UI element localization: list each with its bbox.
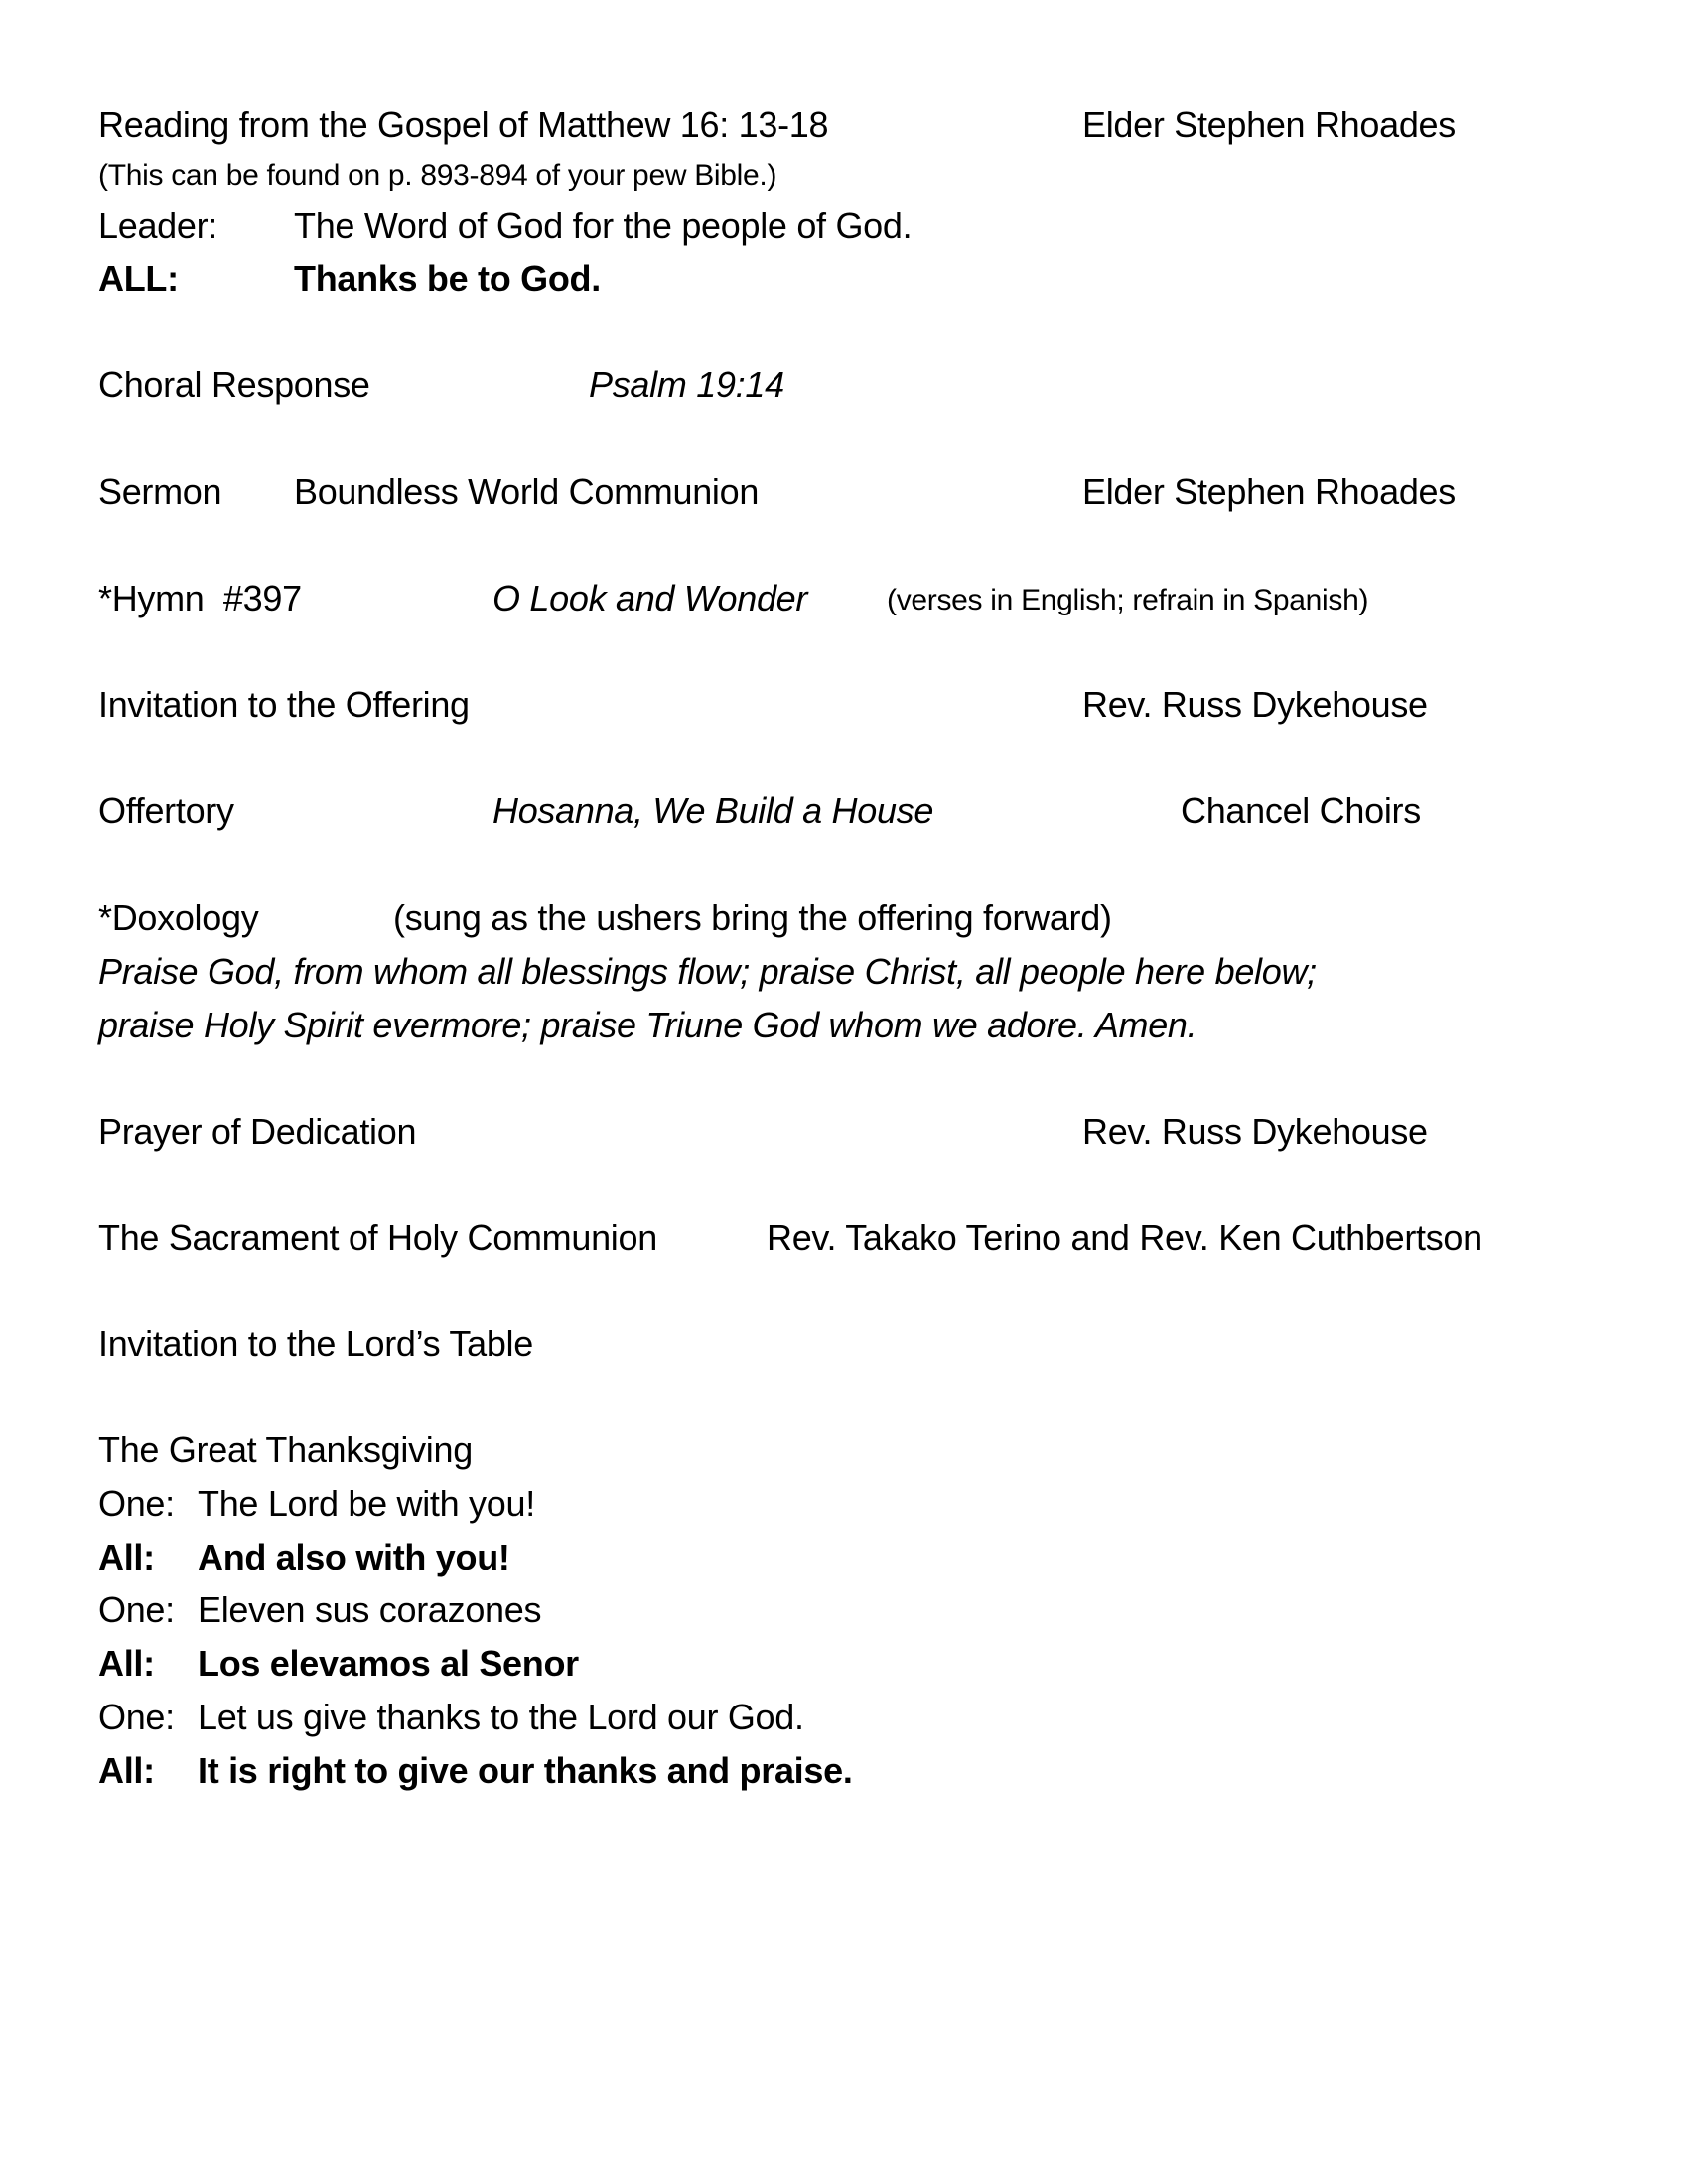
- doxology-label: *Doxology: [98, 897, 259, 938]
- sacrament-leader: Rev. Takako Terino and Rev. Ken Cuthbertson: [767, 1217, 1482, 1258]
- thanksgiving-line: Let us give thanks to the Lord our God.: [198, 1697, 804, 1737]
- invitation-offering-leader: Rev. Russ Dykehouse: [1082, 684, 1428, 725]
- choral-title: Psalm 19:14: [589, 364, 784, 405]
- doxology-note: (sung as the ushers bring the offering forward): [393, 897, 1112, 938]
- choral-label: Choral Response: [98, 364, 370, 405]
- thanksgiving-line: It is right to give our thanks and praise.: [198, 1750, 853, 1791]
- dedication-label: Prayer of Dedication: [98, 1111, 417, 1152]
- leader-label: Leader:: [98, 205, 217, 246]
- reading-note: (This can be found on p. 893-894 of your pew Bible.): [98, 159, 777, 192]
- sermon-leader: Elder Stephen Rhoades: [1082, 472, 1456, 512]
- thanksgiving-speaker: All:: [98, 1750, 155, 1791]
- thanksgiving-title: The Great Thanksgiving: [98, 1430, 473, 1470]
- hymn-note: (verses in English; refrain in Spanish): [887, 584, 1369, 616]
- thanksgiving-speaker: One:: [98, 1483, 175, 1524]
- thanksgiving-line: And also with you!: [198, 1537, 510, 1577]
- reading-title: Reading from the Gospel of Matthew 16: 13-18: [98, 104, 829, 145]
- invitation-offering-label: Invitation to the Offering: [98, 684, 470, 725]
- offertory-leader: Chancel Choirs: [1181, 790, 1421, 831]
- thanksgiving-line: The Lord be with you!: [198, 1483, 535, 1524]
- all-text: Thanks be to God.: [294, 258, 601, 299]
- reading-leader: Elder Stephen Rhoades: [1082, 104, 1456, 145]
- thanksgiving-line: Eleven sus corazones: [198, 1589, 542, 1630]
- hymn-label: *Hymn #397: [98, 578, 302, 618]
- hymn-title: O Look and Wonder: [492, 578, 808, 618]
- thanksgiving-speaker: One:: [98, 1589, 175, 1630]
- thanksgiving-speaker: One:: [98, 1697, 175, 1737]
- offertory-label: Offertory: [98, 790, 234, 831]
- leader-text: The Word of God for the people of God.: [294, 205, 913, 246]
- sermon-label: Sermon: [98, 472, 222, 512]
- sermon-title: Boundless World Communion: [294, 472, 760, 512]
- offertory-title: Hosanna, We Build a House: [492, 790, 934, 831]
- thanksgiving-line: Los elevamos al Senor: [198, 1643, 579, 1684]
- thanksgiving-speaker: All:: [98, 1643, 155, 1684]
- sacrament-label: The Sacrament of Holy Communion: [98, 1217, 657, 1258]
- doxology-line-2: praise Holy Spirit evermore; praise Triune God whom we adore. Amen.: [98, 1005, 1197, 1045]
- thanksgiving-speaker: All:: [98, 1537, 155, 1577]
- doxology-line-1: Praise God, from whom all blessings flow; praise Christ, all people here below;: [98, 951, 1317, 992]
- dedication-leader: Rev. Russ Dykehouse: [1082, 1111, 1428, 1152]
- invitation-table-label: Invitation to the Lord’s Table: [98, 1323, 533, 1364]
- all-label: ALL:: [98, 258, 179, 299]
